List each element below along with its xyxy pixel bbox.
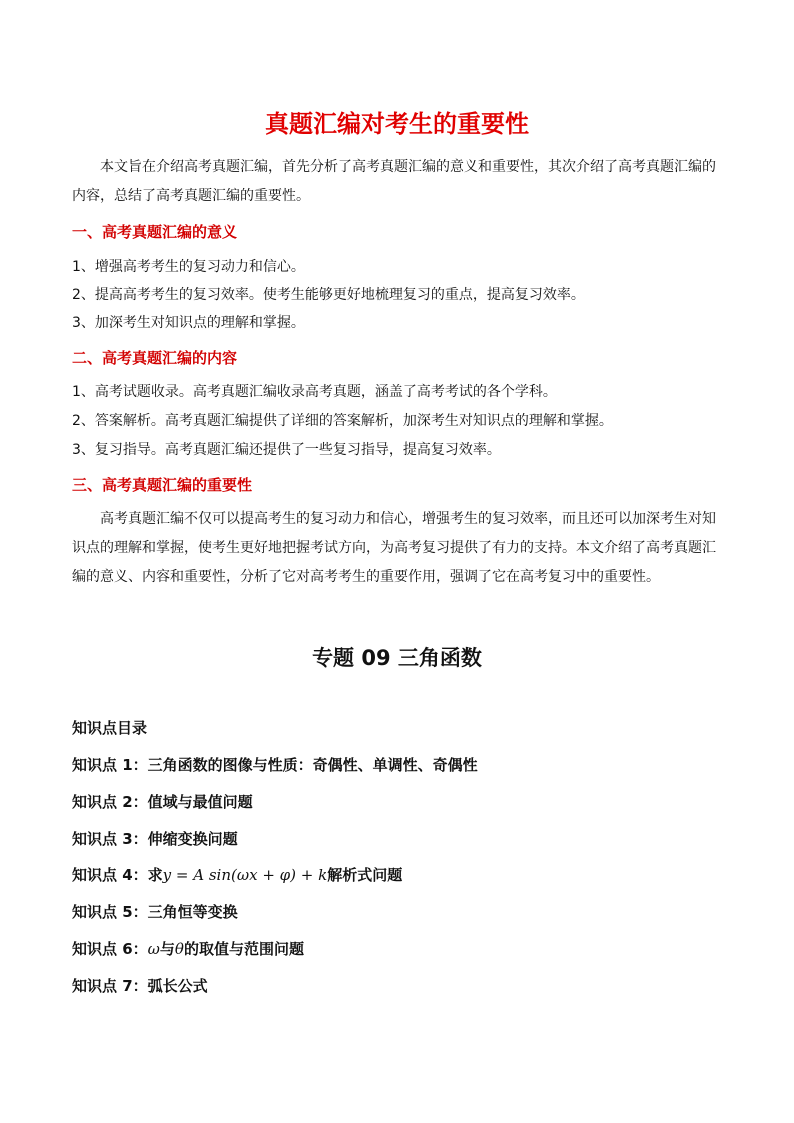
- toc-heading: 知识点目录: [72, 719, 148, 737]
- section-heading-1: 一、高考真题汇编的意义: [72, 223, 238, 241]
- importance-paragraph: 高考真题汇编不仅可以提高考生的复习动力和信心，增强考生的复习效率，而且还可以加深考生对知识点的理解和掌握，使考生更好地把握考试方向，为高考复习提供了有力的支持。本文介绍了高考真题汇编的意义、内容和重要性，分析了它对高考考生的重要作用，强调了它在高考复习中的重要性。: [72, 511, 716, 585]
- toc-item-4-formula: y = A sin(ωx + φ) + k: [162, 866, 328, 884]
- toc-item-6-prefix: 知识点 6：: [72, 940, 148, 958]
- topic-title: 专题 09 三角函数: [312, 646, 482, 670]
- toc-item-5: 知识点 5：三角恒等变换: [72, 903, 238, 921]
- intro-paragraph: 本文旨在介绍高考真题汇编，首先分析了高考真题汇编的意义和重要性，其次介绍了高考真题汇编的内容，总结了高考真题汇编的重要性。: [72, 159, 716, 204]
- toc-item-6: [72, 939, 304, 959]
- section-heading-2: 二、高考真题汇编的内容: [72, 349, 238, 367]
- toc-item-4: [72, 865, 402, 885]
- list-item: 3、复习指导。高考真题汇编还提供了一些复习指导，提高复习效率。: [72, 442, 501, 458]
- toc-item-6-omega: ω: [147, 940, 160, 958]
- list-item: 2、答案解析。高考真题汇编提供了详细的答案解析，加深考生对知识点的理解和掌握。: [72, 413, 613, 429]
- toc-item-3: 知识点 3：伸缩变换问题: [72, 830, 238, 848]
- toc-item-6-suffix: 的取值与范围问题: [183, 940, 304, 958]
- toc-item-6-mid: 与: [159, 940, 175, 958]
- toc-item-6-theta: θ: [174, 940, 184, 958]
- section-heading-3: 三、高考真题汇编的重要性: [72, 476, 253, 494]
- list-item: 3、加深考生对知识点的理解和掌握。: [72, 315, 305, 331]
- list-item: 2、提高高考考生的复习效率。使考生能够更好地梳理复习的重点，提高复习效率。: [72, 287, 585, 303]
- list-item: 1、增强高考考生的复习动力和信心。: [72, 259, 305, 275]
- toc-item-4-prefix: 知识点 4：求: [72, 866, 163, 884]
- toc-item-2: 知识点 2：值域与最值问题: [72, 793, 253, 811]
- toc-item-7: 知识点 7：弧长公式: [72, 977, 208, 995]
- page-title: 真题汇编对考生的重要性: [265, 110, 529, 138]
- toc-item-4-suffix: 解析式问题: [327, 866, 403, 884]
- toc-item-1: 知识点 1：三角函数的图像与性质：奇偶性、单调性、奇偶性: [72, 756, 478, 774]
- list-item: 1、高考试题收录。高考真题汇编收录高考真题，涵盖了高考考试的各个学科。: [72, 384, 557, 400]
